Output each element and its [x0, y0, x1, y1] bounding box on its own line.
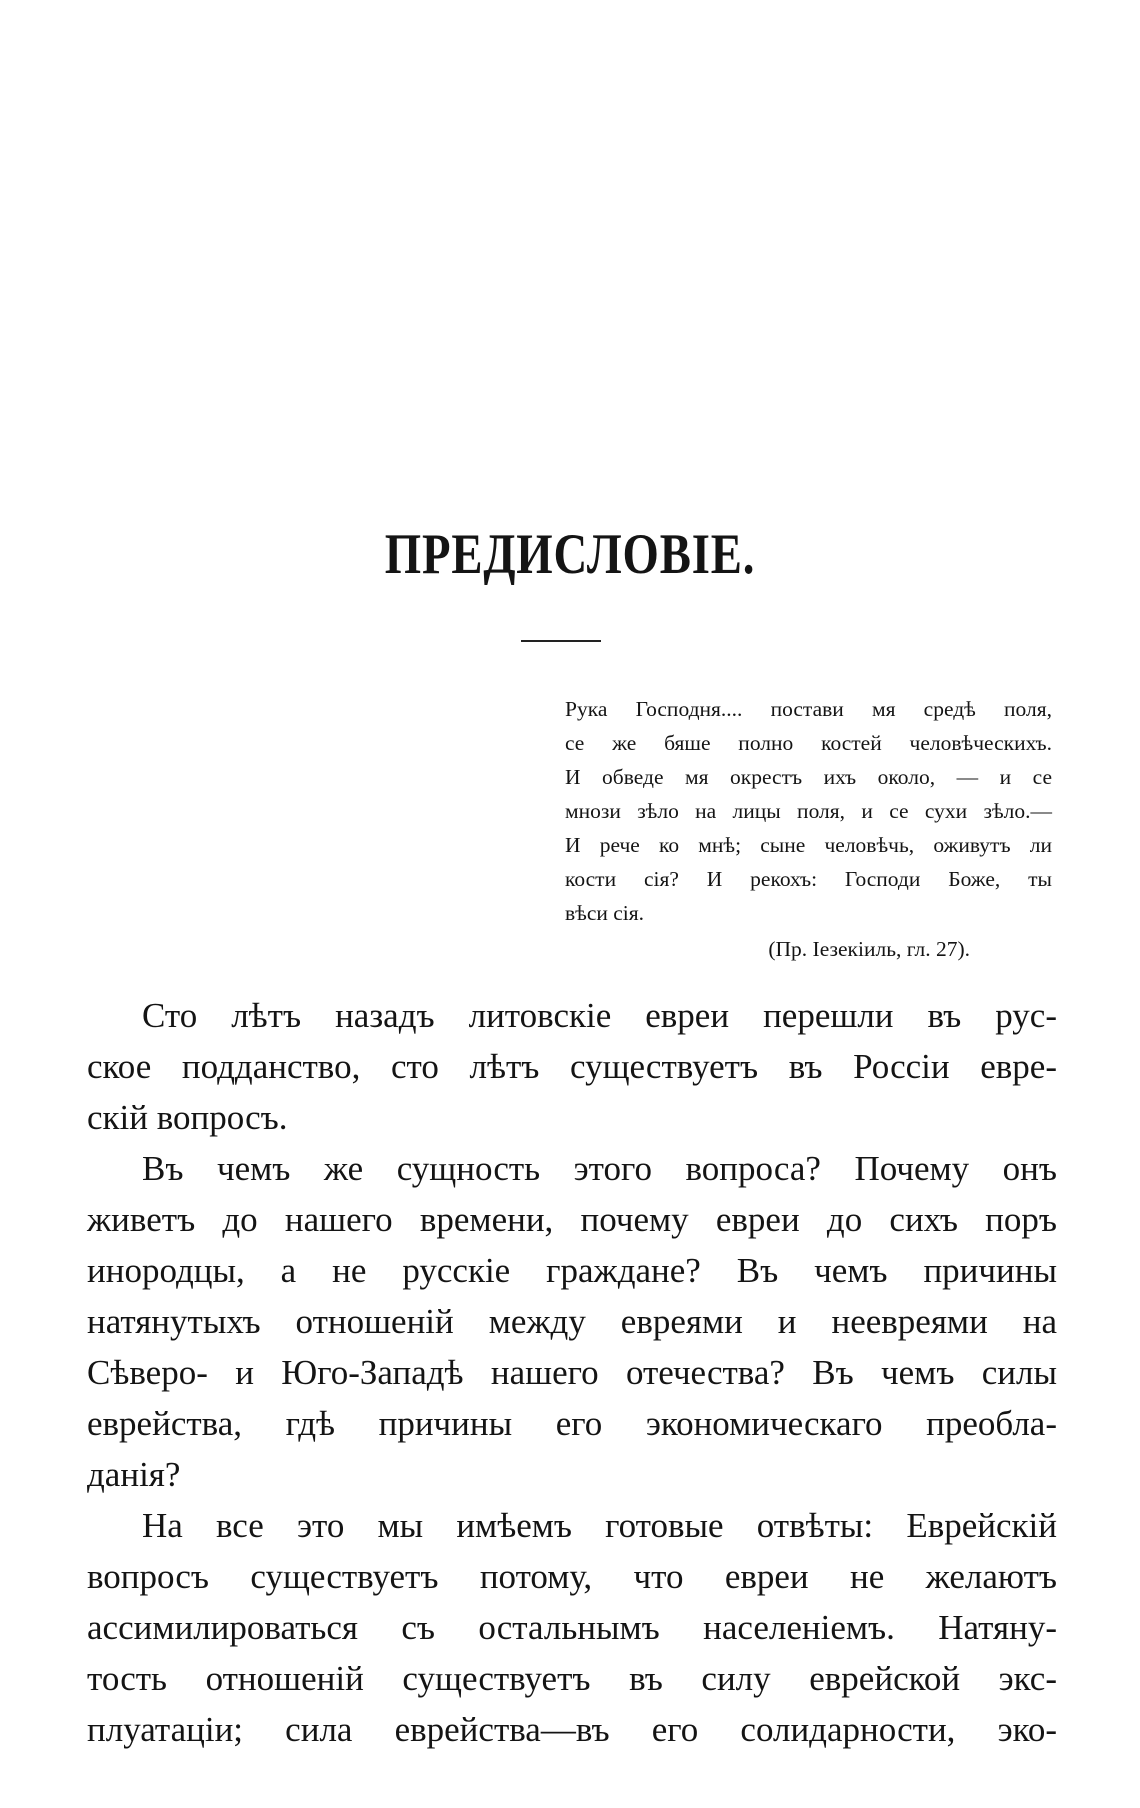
paragraph	[87, 1500, 1057, 1755]
paragraph	[87, 1143, 1057, 1500]
epigraph	[565, 692, 1052, 966]
epigraph-line: Рука Господня.... постави мя средѣ поля,	[565, 697, 1052, 721]
paragraph	[87, 990, 1057, 1143]
epigraph-line: И обведе мя окрестъ ихъ около, — и се	[565, 765, 1052, 789]
text-line: тость отношеній существуетъ въ силу еврейской экс-	[87, 1659, 1057, 1698]
text-line: данія?	[87, 1455, 181, 1494]
text-line: скій вопросъ.	[87, 1098, 288, 1137]
text-line: живетъ до нашего времени, почему евреи до сихъ поръ	[87, 1200, 1057, 1239]
text-line: еврейства, гдѣ причины его экономическаго преобла-	[87, 1404, 1057, 1443]
epigraph-line: мнози зѣло на лицы поля, и се сухи зѣло.—	[565, 799, 1052, 823]
text-line: плуатаціи; сила еврейства—въ его солидарности, эко-	[87, 1710, 1057, 1749]
text-line: На все это мы имѣемъ готовые отвѣты: Еврейскій	[142, 1506, 1057, 1545]
text-line: Въ чемъ же сущность этого вопроса? Почему онъ	[142, 1149, 1057, 1188]
epigraph-line: се же бяше полно костей человѣческихъ.	[565, 731, 1052, 755]
epigraph-line: И рече ко мнѣ; сыне человѣчь, оживутъ ли	[565, 833, 1052, 857]
text-line: натянутыхъ отношеній между евреями и неевреями на	[87, 1302, 1057, 1341]
epigraph-line: кости сія? И рекохъ: Господи Боже, ты	[565, 867, 1052, 891]
text-line: инородцы, а не русскіе граждане? Въ чемъ причины	[87, 1251, 1057, 1290]
text-line: Сто лѣтъ назадъ литовскіе евреи перешли въ рус-	[142, 996, 1057, 1035]
epigraph-line: вѣси сія.	[565, 901, 645, 925]
text-line: вопросъ существуетъ потому, что евреи не желаютъ	[87, 1557, 1057, 1596]
title-divider	[521, 640, 601, 642]
body-text	[87, 990, 1057, 1755]
epigraph-source: (Пр. Іезекіиль, гл. 27).	[768, 937, 970, 961]
text-line: Сѣверо- и Юго-Западѣ нашего отечества? Въ чемъ силы	[87, 1353, 1057, 1392]
text-line: ское подданство, сто лѣтъ существуетъ въ Россіи евре-	[87, 1047, 1057, 1086]
text-line: ассимилироваться съ остальнымъ населеніемъ. Натяну-	[87, 1608, 1057, 1647]
page-title: ПРЕДИСЛОВІЕ.	[384, 523, 756, 586]
